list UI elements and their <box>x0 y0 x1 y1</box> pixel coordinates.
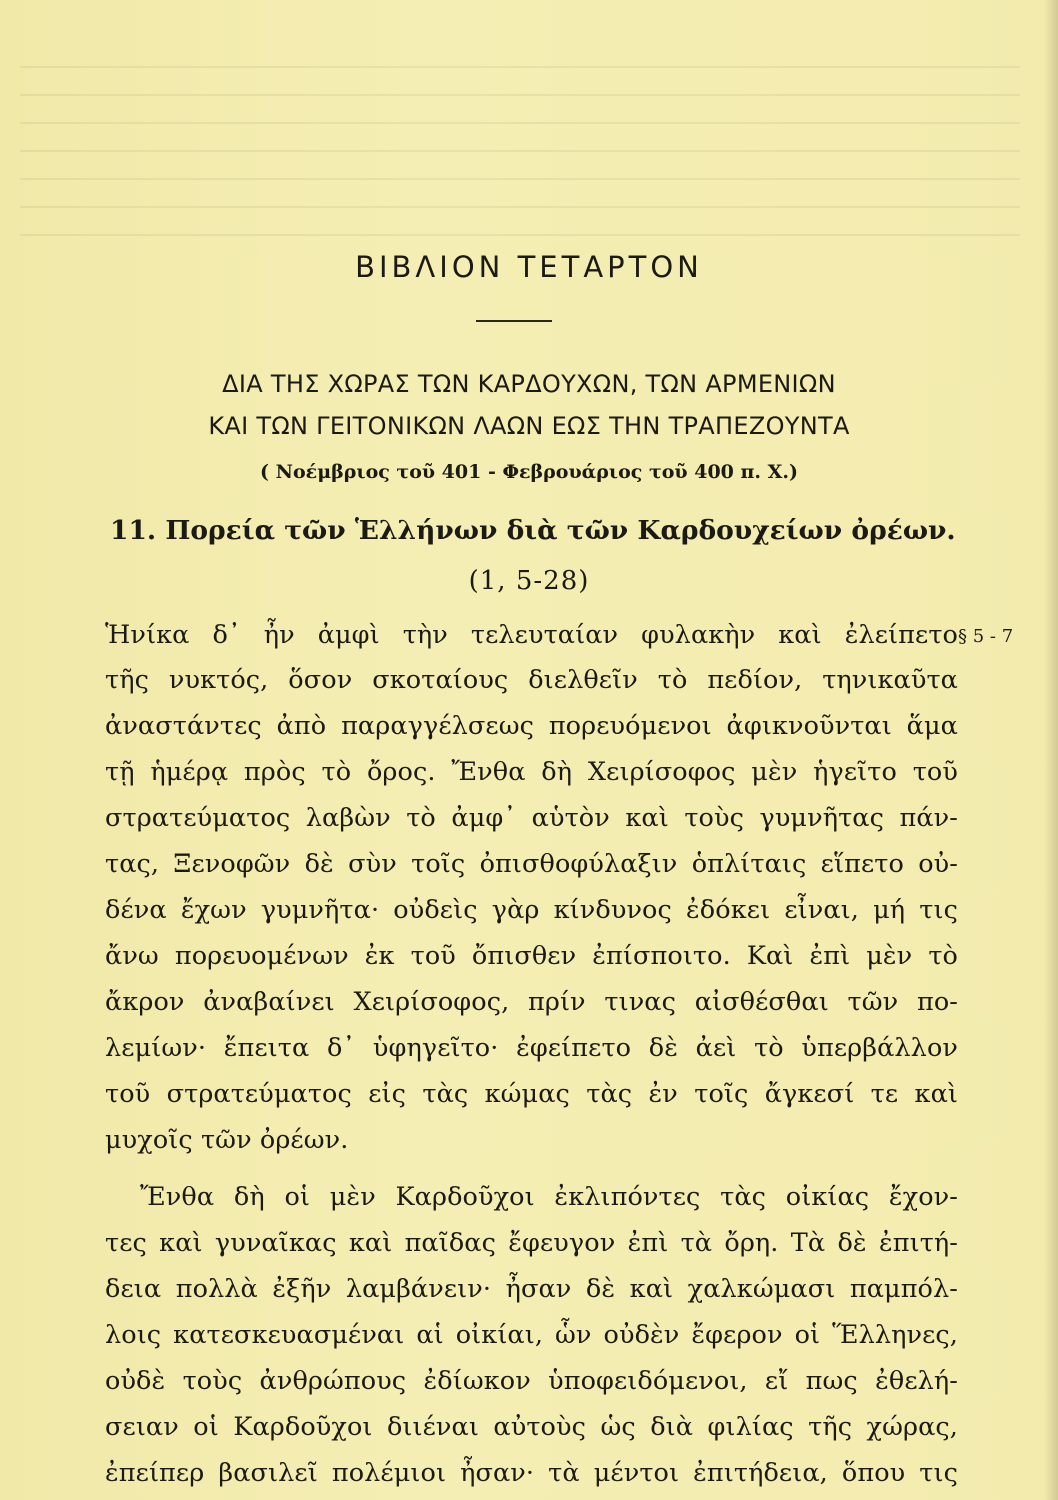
date-range: ( Νοέμβριος τοῦ 401 - Φεβρουάριος τοῦ 400 π. Χ.) <box>260 461 798 483</box>
text-line: τοῦ στρατεύματος εἰς τὰς κώμας τὰς ἐν τοῖς ἄγκεσί τε καὶ <box>105 1079 958 1109</box>
section-reference: (1, 5-28) <box>468 566 590 596</box>
subtitle-line-1: ΔΙΑ ΤΗΣ ΧΩΡΑΣ ΤΩΝ ΚΑΡΔΟΥΧΩΝ, ΤΩΝ ΑΡΜΕΝΙΩΝ <box>222 370 836 398</box>
text-line: μυχοῖς τῶν ὀρέων. <box>105 1125 349 1155</box>
text-line: οὐδὲ τοὺς ἀνθρώπους ἐδίωκον ὑποφειδόμενοι, εἴ πως ἐθελή- <box>105 1366 958 1396</box>
text-line: Ἔνθα δὴ οἱ μὲν Καρδοῦχοι ἐκλιπόντες τὰς οἰκίας ἔχον- <box>140 1182 958 1212</box>
spine-shadow <box>1044 0 1058 1500</box>
text-line: τες καὶ γυναῖκας καὶ παῖδας ἔφευγον ἐπὶ τὰ ὄρη. Τὰ δὲ ἐπιτή- <box>105 1228 958 1258</box>
book-title: ΒΙΒΛΙΟΝ ΤΕΤΑΡΤΟΝ <box>355 250 703 284</box>
text-line: σειαν οἱ Καρδοῦχοι διιέναι αὐτοὺς ὡς διὰ φιλίας τῆς χώρας, <box>105 1412 958 1442</box>
text-line: λεμίων· ἔπειτα δ᾿ ὑφηγεῖτο· ἐφείπετο δὲ ἀεὶ τὸ ὑπερβάλλον <box>105 1033 958 1063</box>
text-line: στρατεύματος λαβὼν τὸ ἀμφ᾿ αὑτὸν καὶ τοὺς γυμνῆτας πάν- <box>105 803 958 833</box>
text-line: ἐπείπερ βασιλεῖ πολέμιοι ἦσαν· τὰ μέντοι ἐπιτήδεια, ὅπου τις <box>105 1458 958 1488</box>
text-line: δεια πολλὰ ἐξῆν λαμβάνειν· ἦσαν δὲ καὶ χαλκώμασι παμπόλ- <box>105 1274 958 1304</box>
margin-paragraph-note: § 5 - 7 <box>958 626 1014 647</box>
text-line: τῇ ἡμέρᾳ πρὸς τὸ ὄρος. Ἔνθα δὴ Χειρίσοφος μὲν ἡγεῖτο τοῦ <box>105 757 958 787</box>
text-line: λοις κατεσκευασμέναι αἱ οἰκίαι, ὧν οὐδὲν ἔφερον οἱ Ἕλληνες, <box>105 1320 958 1350</box>
section-heading: 11. Πορεία τῶν Ἑλλήνων διὰ τῶν Καρδουχείων ὀρέων. <box>110 515 956 546</box>
title-divider <box>476 320 552 322</box>
text-line: τας, Ξενοφῶν δὲ σὺν τοῖς ὀπισθοφύλαξιν ὁπλίταις εἵπετο οὐ- <box>105 849 958 879</box>
text-line: Ἡνίκα δ᾿ ἦν ἀμφὶ τὴν τελευταίαν φυλακὴν καὶ ἐλείπετο <box>105 620 958 650</box>
text-line: ἀναστάντες ἀπὸ παραγγέλσεως πορευόμενοι ἀφικνοῦνται ἅμα <box>105 711 958 741</box>
text-line: τῆς νυκτός, ὅσον σκοταίους διελθεῖν τὸ πεδίον, τηνικαῦτα <box>105 665 958 695</box>
subtitle-line-2: ΚΑΙ ΤΩΝ ΓΕΙΤΟΝΙΚΩΝ ΛΑΩΝ ΕΩΣ ΤΗΝ ΤΡΑΠΕΖΟΥΝΤΑ <box>208 412 850 440</box>
text-line: ἄκρον ἀναβαίνει Χειρίσοφος, πρίν τινας αἰσθέσθαι τῶν πο- <box>105 987 958 1017</box>
text-line: δένα ἔχων γυμνῆτα· οὐδεὶς γὰρ κίνδυνος ἐδόκει εἶναι, μή τις <box>105 895 958 925</box>
bleed-through-texture <box>20 40 1020 260</box>
text-line: ἄνω πορευομένων ἐκ τοῦ ὄπισθεν ἐπίσποιτο. Καὶ ἐπὶ μὲν τὸ <box>105 941 958 971</box>
